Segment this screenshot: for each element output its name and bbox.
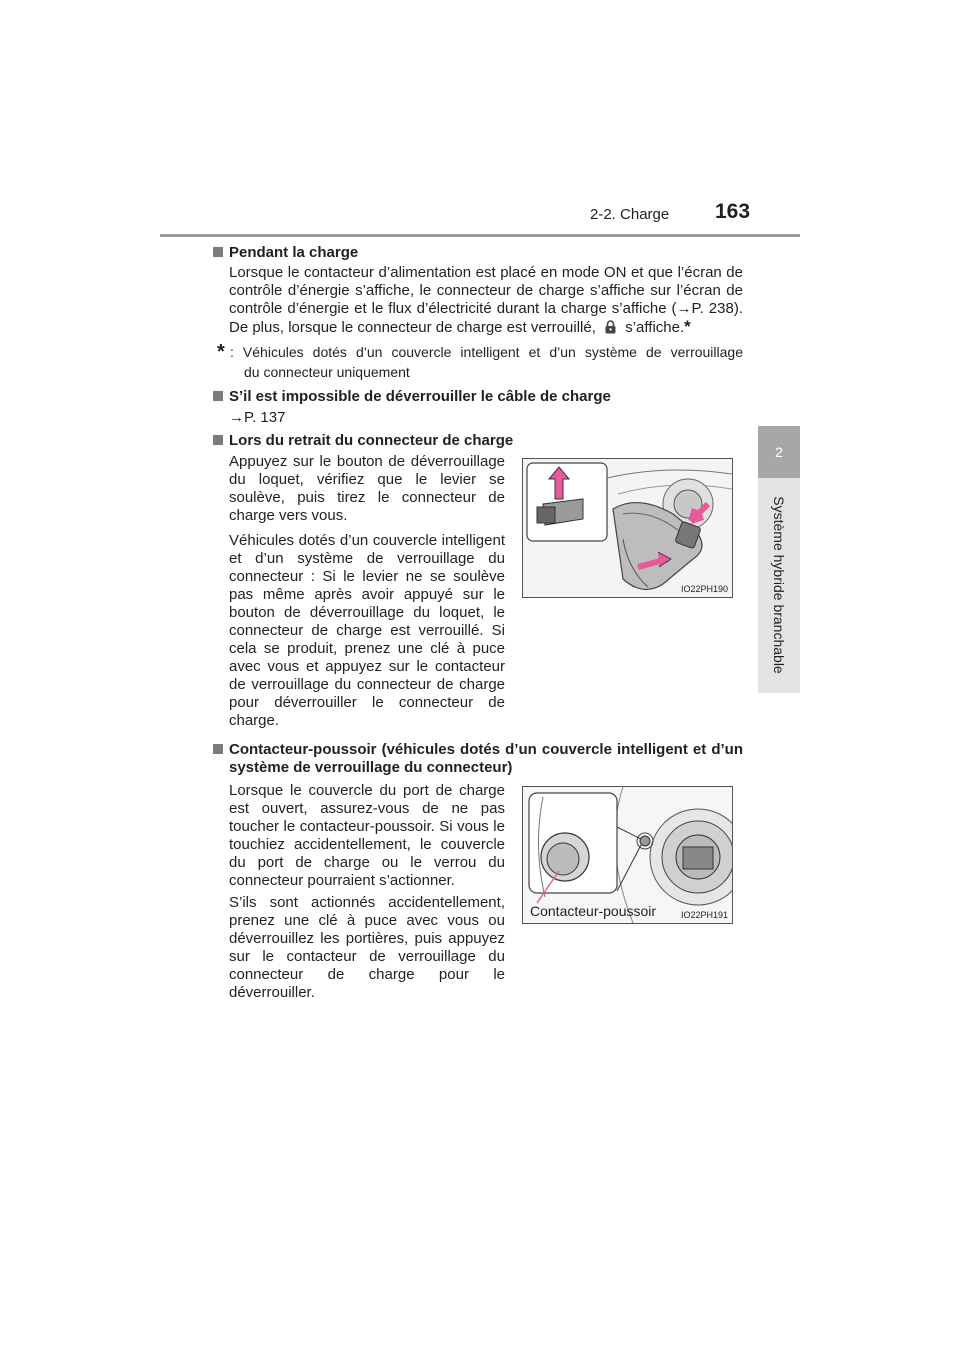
bullet-square-icon [213, 247, 223, 257]
figure-code: IO22PH190 [680, 584, 728, 594]
bullet-square-icon [213, 744, 223, 754]
lock-icon [604, 320, 617, 333]
heading-deverrouiller: S’il est impossible de déverrouiller le câble de charge [213, 388, 611, 405]
footnote-pendant [217, 341, 225, 364]
para-poussoir-1: Lorsque le couvercle du port de charge est ouvert, assurez-vous de ne pas toucher le contacteur-poussoir. Si vous le touchiez accidentellement, le couvercle du port de charge ou le verrou du connecteur pourraient s’actionner. [229, 782, 505, 889]
heading-retrait: Lors du retrait du connecteur de charge [213, 432, 513, 449]
figure-code: IO22PH191 [680, 910, 728, 920]
ref-deverrouiller: →P. 137 [229, 409, 286, 426]
connector-illustration [523, 459, 732, 597]
header-rule [160, 234, 800, 237]
figure-push-switch [522, 786, 733, 924]
footnote-star: * [217, 341, 225, 363]
section-title: 2-2. Charge [590, 206, 670, 223]
footnote-text: : Véhicules dotés d’un couvercle intelligent et d’un système de verrouillage du connecteur uniquement [230, 344, 743, 380]
para-retrait-1: Appuyez sur le bouton de déverrouillage du loquet, vérifiez que le levier se soulève, puis tirez le connecteur de charge vers vous. [229, 453, 505, 524]
para-poussoir-2: S’ils sont actionnés accidentellement, prenez une clé à puce avec vous ou déverrouillez les portières, puis appuyez sur le contacteur de verrouillage du connecteur de charge pour le déverrouiller. [229, 894, 505, 1001]
page-number: 163 [715, 200, 751, 223]
bullet-square-icon [213, 391, 223, 401]
figure-label-contacteur: Contacteur-poussoir [530, 903, 657, 919]
bullet-square-icon [213, 435, 223, 445]
para-retrait-2: Véhicules dotés d’un couvercle intelligent et d’un système de verrouillage du connecteur : Si le levier ne se soulève pas même après avoir appuyé sur le bouton de déverrouillage du loquet, le connecteur de charge est verrouillé. Si cela se produit, prenez une clé à puce avec vous et appuyez sur le contacteur de verrouillage du connecteur de charge pour déverrouiller le connecteur de charge. [229, 532, 505, 729]
chapter-tab-number: 2 [758, 426, 800, 478]
para-pendant: Lorsque le contacteur d’alimentation est placé en mode ON et que l’écran de contrôle d’énergie s’affiche, le connecteur de charge s’affiche sur l’écran de contrôle d’énergie et le flux d’électricité durant la charge s’affiche (→P. 238). De plus, lorsque le connecteur de charge est verrouillé, s’affiche.* [229, 264, 743, 336]
figure-connector-removal [522, 458, 733, 598]
heading-poussoir: Contacteur-poussoir (véhicules dotés d’un couvercle intelligent et d’un système de verrouillage du connecteur) [213, 741, 743, 776]
heading-pendant: Pendant la charge [213, 244, 358, 261]
